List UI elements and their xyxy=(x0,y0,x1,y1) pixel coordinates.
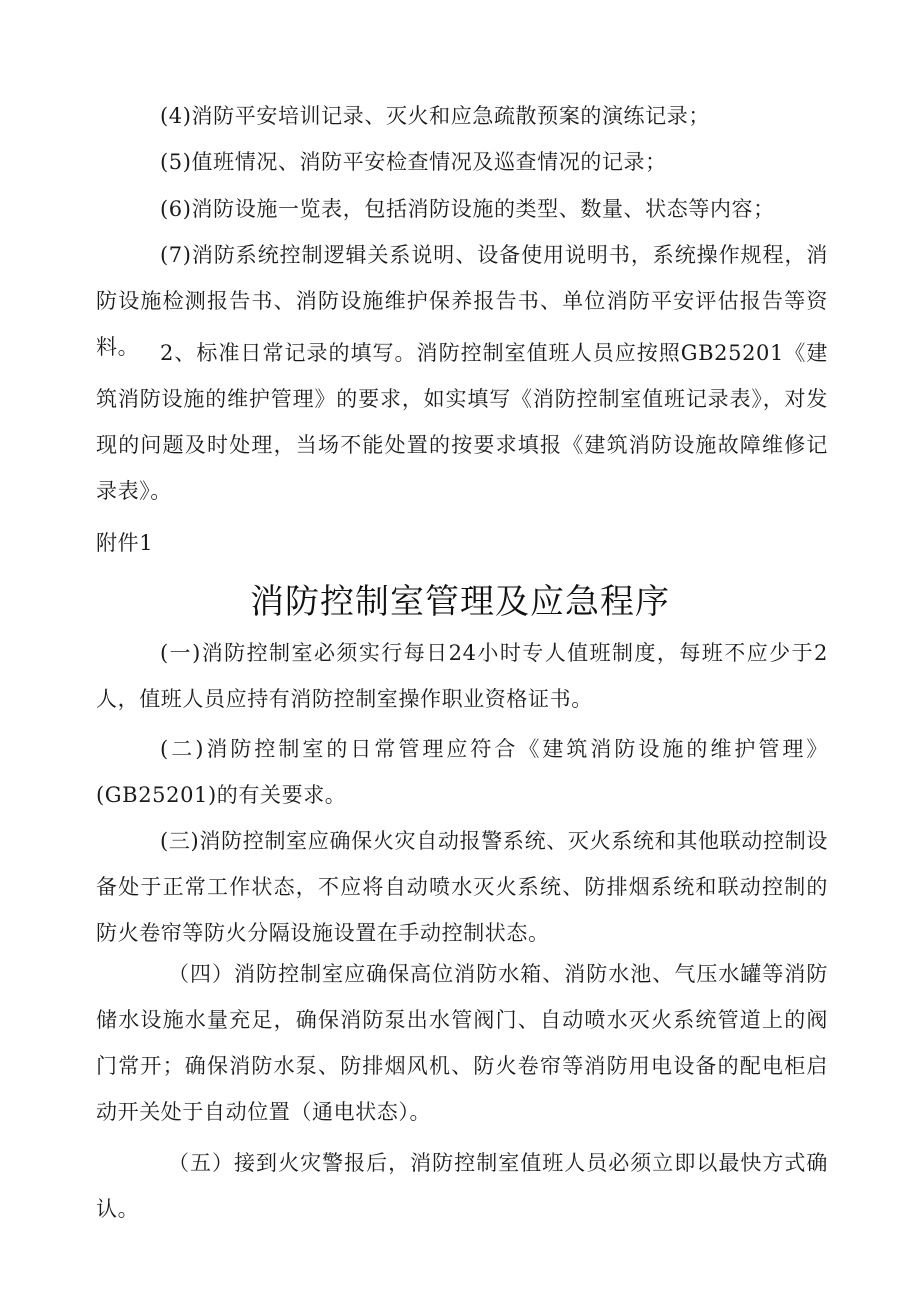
procedure-4: （四）消防控制室应确保高位消防水箱、消防水池、气压水罐等消防储水设施水量充足，确保消防泵出水管阀门、自动喷水灭火系统管道上的阀门常开；确保消防水泵、防排烟风机、防火卷帘等消防用电设备的配电柜启动开关处于自动位置（通电状态）。 xyxy=(96,962,828,1124)
procedure-5: （五）接到火灾警报后，消防控制室值班人员必须立即以最快方式确认。 xyxy=(96,1151,828,1221)
attachment-label: 附件1 xyxy=(96,531,154,555)
page-title: 消防控制室管理及应急程序 xyxy=(250,582,670,622)
list-item-7: (7)消防系统控制逻辑关系说明、设备使用说明书，系统操作规程，消防设施检测报告书、消防设施维护保养报告书、单位消防平安评估报告等资料。 xyxy=(96,243,828,359)
section-2-paragraph: 2、标准日常记录的填写。消防控制室值班人员应按照GB25201《建筑消防设施的维护管理》的要求，如实填写《消防控制室值班记录表》，对发现的问题及时处理，当场不能处置的按要求填报《建筑消防设施故障维修记录表》。 xyxy=(96,341,828,503)
list-item-5: (5)值班情况、消防平安检查情况及巡查情况的记录； xyxy=(160,150,667,174)
procedure-2: (二)消防控制室的日常管理应符合《建筑消防设施的维护管理》(GB25201)的有关要求。 xyxy=(96,737,828,807)
list-item-6: (6)消防设施一览表，包括消防设施的类型、数量、状态等内容； xyxy=(160,197,775,221)
list-item-4: (4)消防平安培训记录、灭火和应急疏散预案的演练记录； xyxy=(160,104,710,128)
procedure-1: (一)消防控制室必须实行每日24小时专人值班制度，每班不应少于2人，值班人员应持有消防控制室操作职业资格证书。 xyxy=(96,641,828,711)
procedure-3: (三)消防控制室应确保火灾自动报警系统、灭火系统和其他联动控制设备处于正常工作状态，不应将自动喷水灭火系统、防排烟系统和联动控制的防火卷帘等防火分隔设施设置在手动控制状态。 xyxy=(96,829,828,945)
